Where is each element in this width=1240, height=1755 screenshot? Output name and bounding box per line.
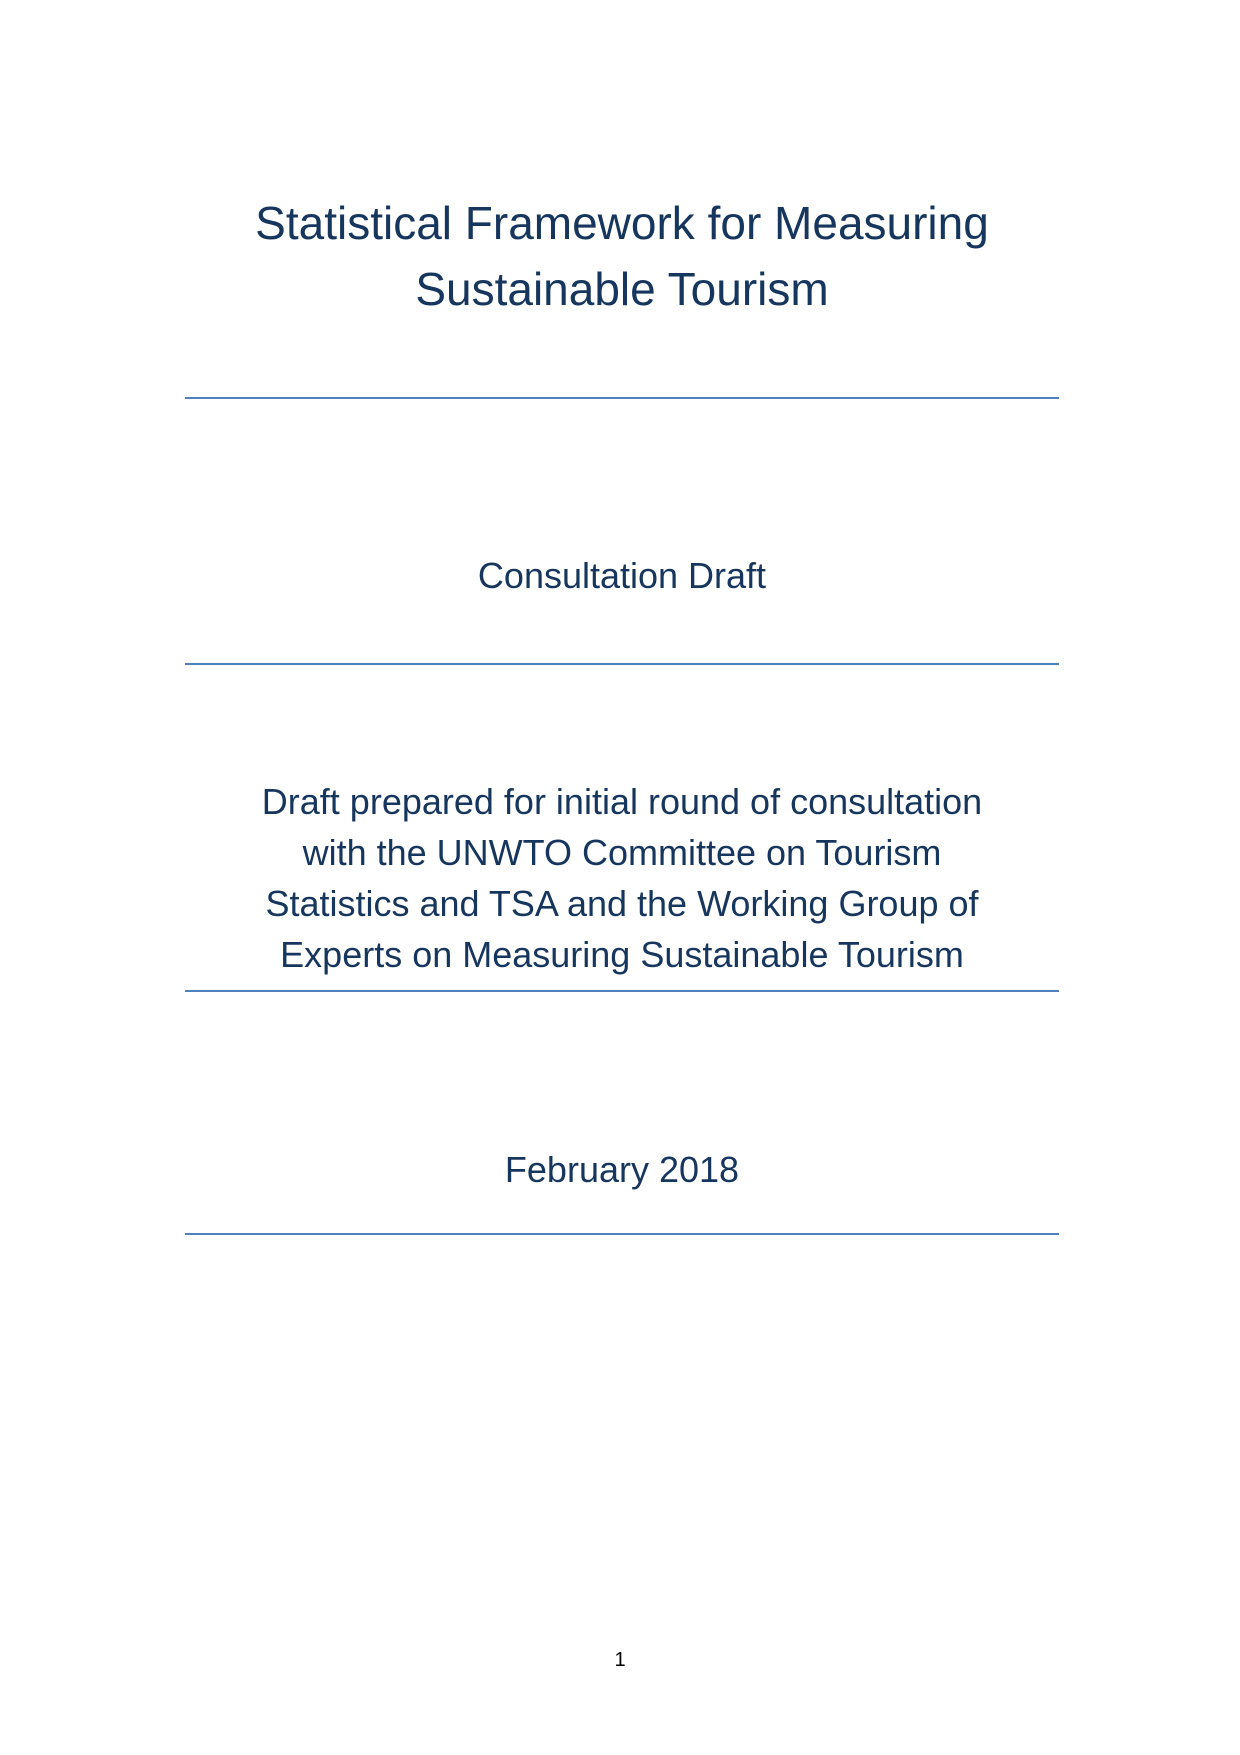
description-line-3: Statistics and TSA and the Working Group of bbox=[265, 883, 979, 924]
document-subtitle: Consultation Draft bbox=[477, 555, 767, 596]
document-description bbox=[185, 776, 1059, 980]
document-date: February 2018 bbox=[504, 1149, 740, 1190]
page-number: 1 bbox=[614, 1649, 626, 1671]
title-line-2: Sustainable Tourism bbox=[415, 263, 829, 315]
document-title bbox=[185, 190, 1059, 322]
description-line-1: Draft prepared for initial round of consultation bbox=[261, 781, 983, 822]
description-line-2: with the UNWTO Committee on Tourism bbox=[302, 832, 942, 873]
divider-line bbox=[185, 990, 1059, 992]
divider-line bbox=[185, 397, 1059, 399]
divider-line bbox=[185, 663, 1059, 665]
divider-line bbox=[185, 1233, 1059, 1235]
title-line-1: Statistical Framework for Measuring bbox=[255, 197, 989, 249]
description-line-4: Experts on Measuring Sustainable Tourism bbox=[280, 934, 964, 975]
